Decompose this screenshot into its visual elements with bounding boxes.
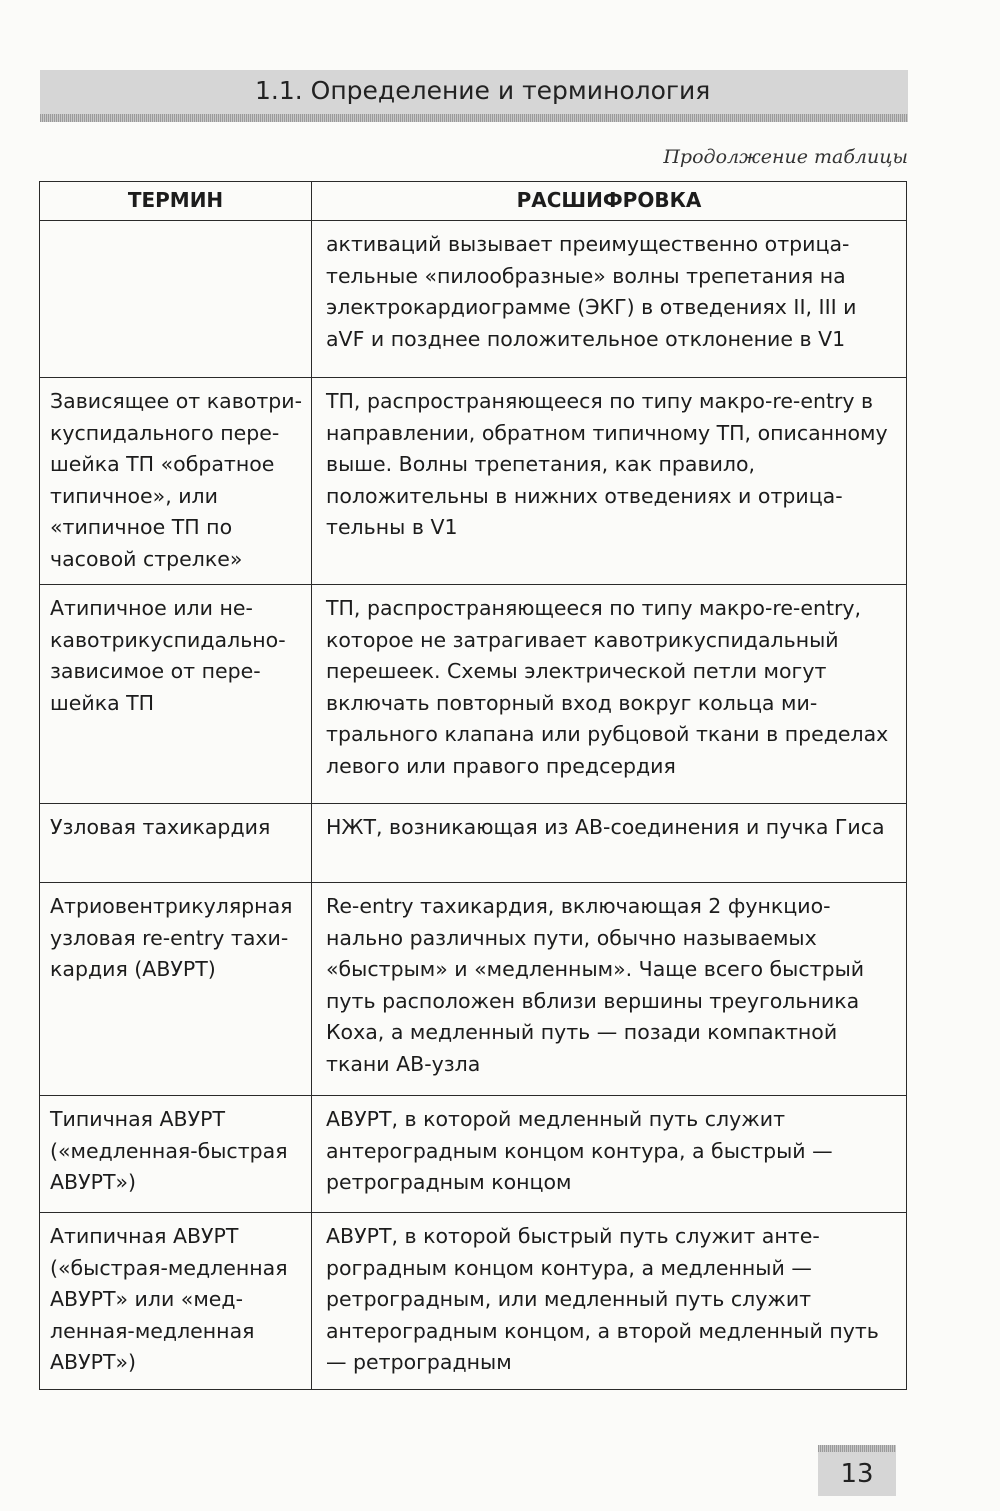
table-row	[40, 804, 907, 883]
table-row	[40, 585, 907, 804]
table-row	[40, 1096, 907, 1213]
description-cell: Re-entry тахикардия, включающая 2 функционально различных пути, обычно называемых «быстрым» и «медленным». Чаще всего быстрый путь расположен вблизи вершины треугольника Коха, а медленный путь — позади компактной ткани АВ-узла	[312, 883, 907, 1096]
description-cell: НЖТ, возникающая из АВ-соединения и пучка Гиса	[312, 804, 907, 883]
section-header-stripe	[40, 114, 908, 122]
term-cell: Атриовентрикулярная узловая re-entry тахикардия (АВУРТ)	[40, 883, 312, 1096]
page-number: 13	[818, 1452, 896, 1496]
section-title: 1.1. Определение и терминология	[255, 76, 711, 105]
page-number-stripe	[818, 1445, 896, 1452]
term-cell: Зависящее от кавотрикуспидального перешейка ТП «обратное типичное», или «типичное ТП по часовой стрелке»	[40, 378, 312, 585]
table-row	[40, 883, 907, 1096]
table-header-row	[40, 182, 907, 221]
header-term: ТЕРМИН	[40, 182, 312, 221]
description-cell: АВУРТ, в которой медленный путь служит антероградным концом контура, а быстрый — ретроградным концом	[312, 1096, 907, 1213]
term-cell	[40, 221, 312, 378]
table-continuation-label: Продолжение таблицы	[663, 146, 908, 168]
term-cell: Атипичное или некавотрикуспидально-зависимое от перешейка ТП	[40, 585, 312, 804]
header-description: РАСШИФРОВКА	[312, 182, 907, 221]
term-cell: Типичная АВУРТ («медленная-быстрая АВУРТ»)	[40, 1096, 312, 1213]
terminology-table	[39, 181, 907, 1390]
description-cell: ТП, распространяющееся по типу макро-re-entry, которое не затрагивает кавотрикуспидальный перешеек. Схемы электрической петли могут включать повторный вход вокруг кольца митрального клапана или рубцовой ткани в пределах левого или правого предсердия	[312, 585, 907, 804]
description-cell: активаций вызывает преимущественно отрицательные «пилообразные» волны трепетания на электрокардиограмме (ЭКГ) в отведениях II, III и aVF и позднее положительное отклонение в V1	[312, 221, 907, 378]
description-cell: АВУРТ, в которой быстрый путь служит антероградным концом контура, а медленный — ретроградным, или медленный путь служит антероградным концом, а второй медленный путь — ретроградным	[312, 1213, 907, 1390]
term-cell: Атипичная АВУРТ («быстрая-медленная АВУРТ» или «медленная-медленная АВУРТ»)	[40, 1213, 312, 1390]
table-row	[40, 1213, 907, 1390]
table-row	[40, 221, 907, 378]
table-row	[40, 378, 907, 585]
term-cell: Узловая тахикардия	[40, 804, 312, 883]
description-cell: ТП, распространяющееся по типу макро-re-entry в направлении, обратном типичному ТП, описанному выше. Волны трепетания, как правило, положительны в нижних отведениях и отрицательны в V1	[312, 378, 907, 585]
